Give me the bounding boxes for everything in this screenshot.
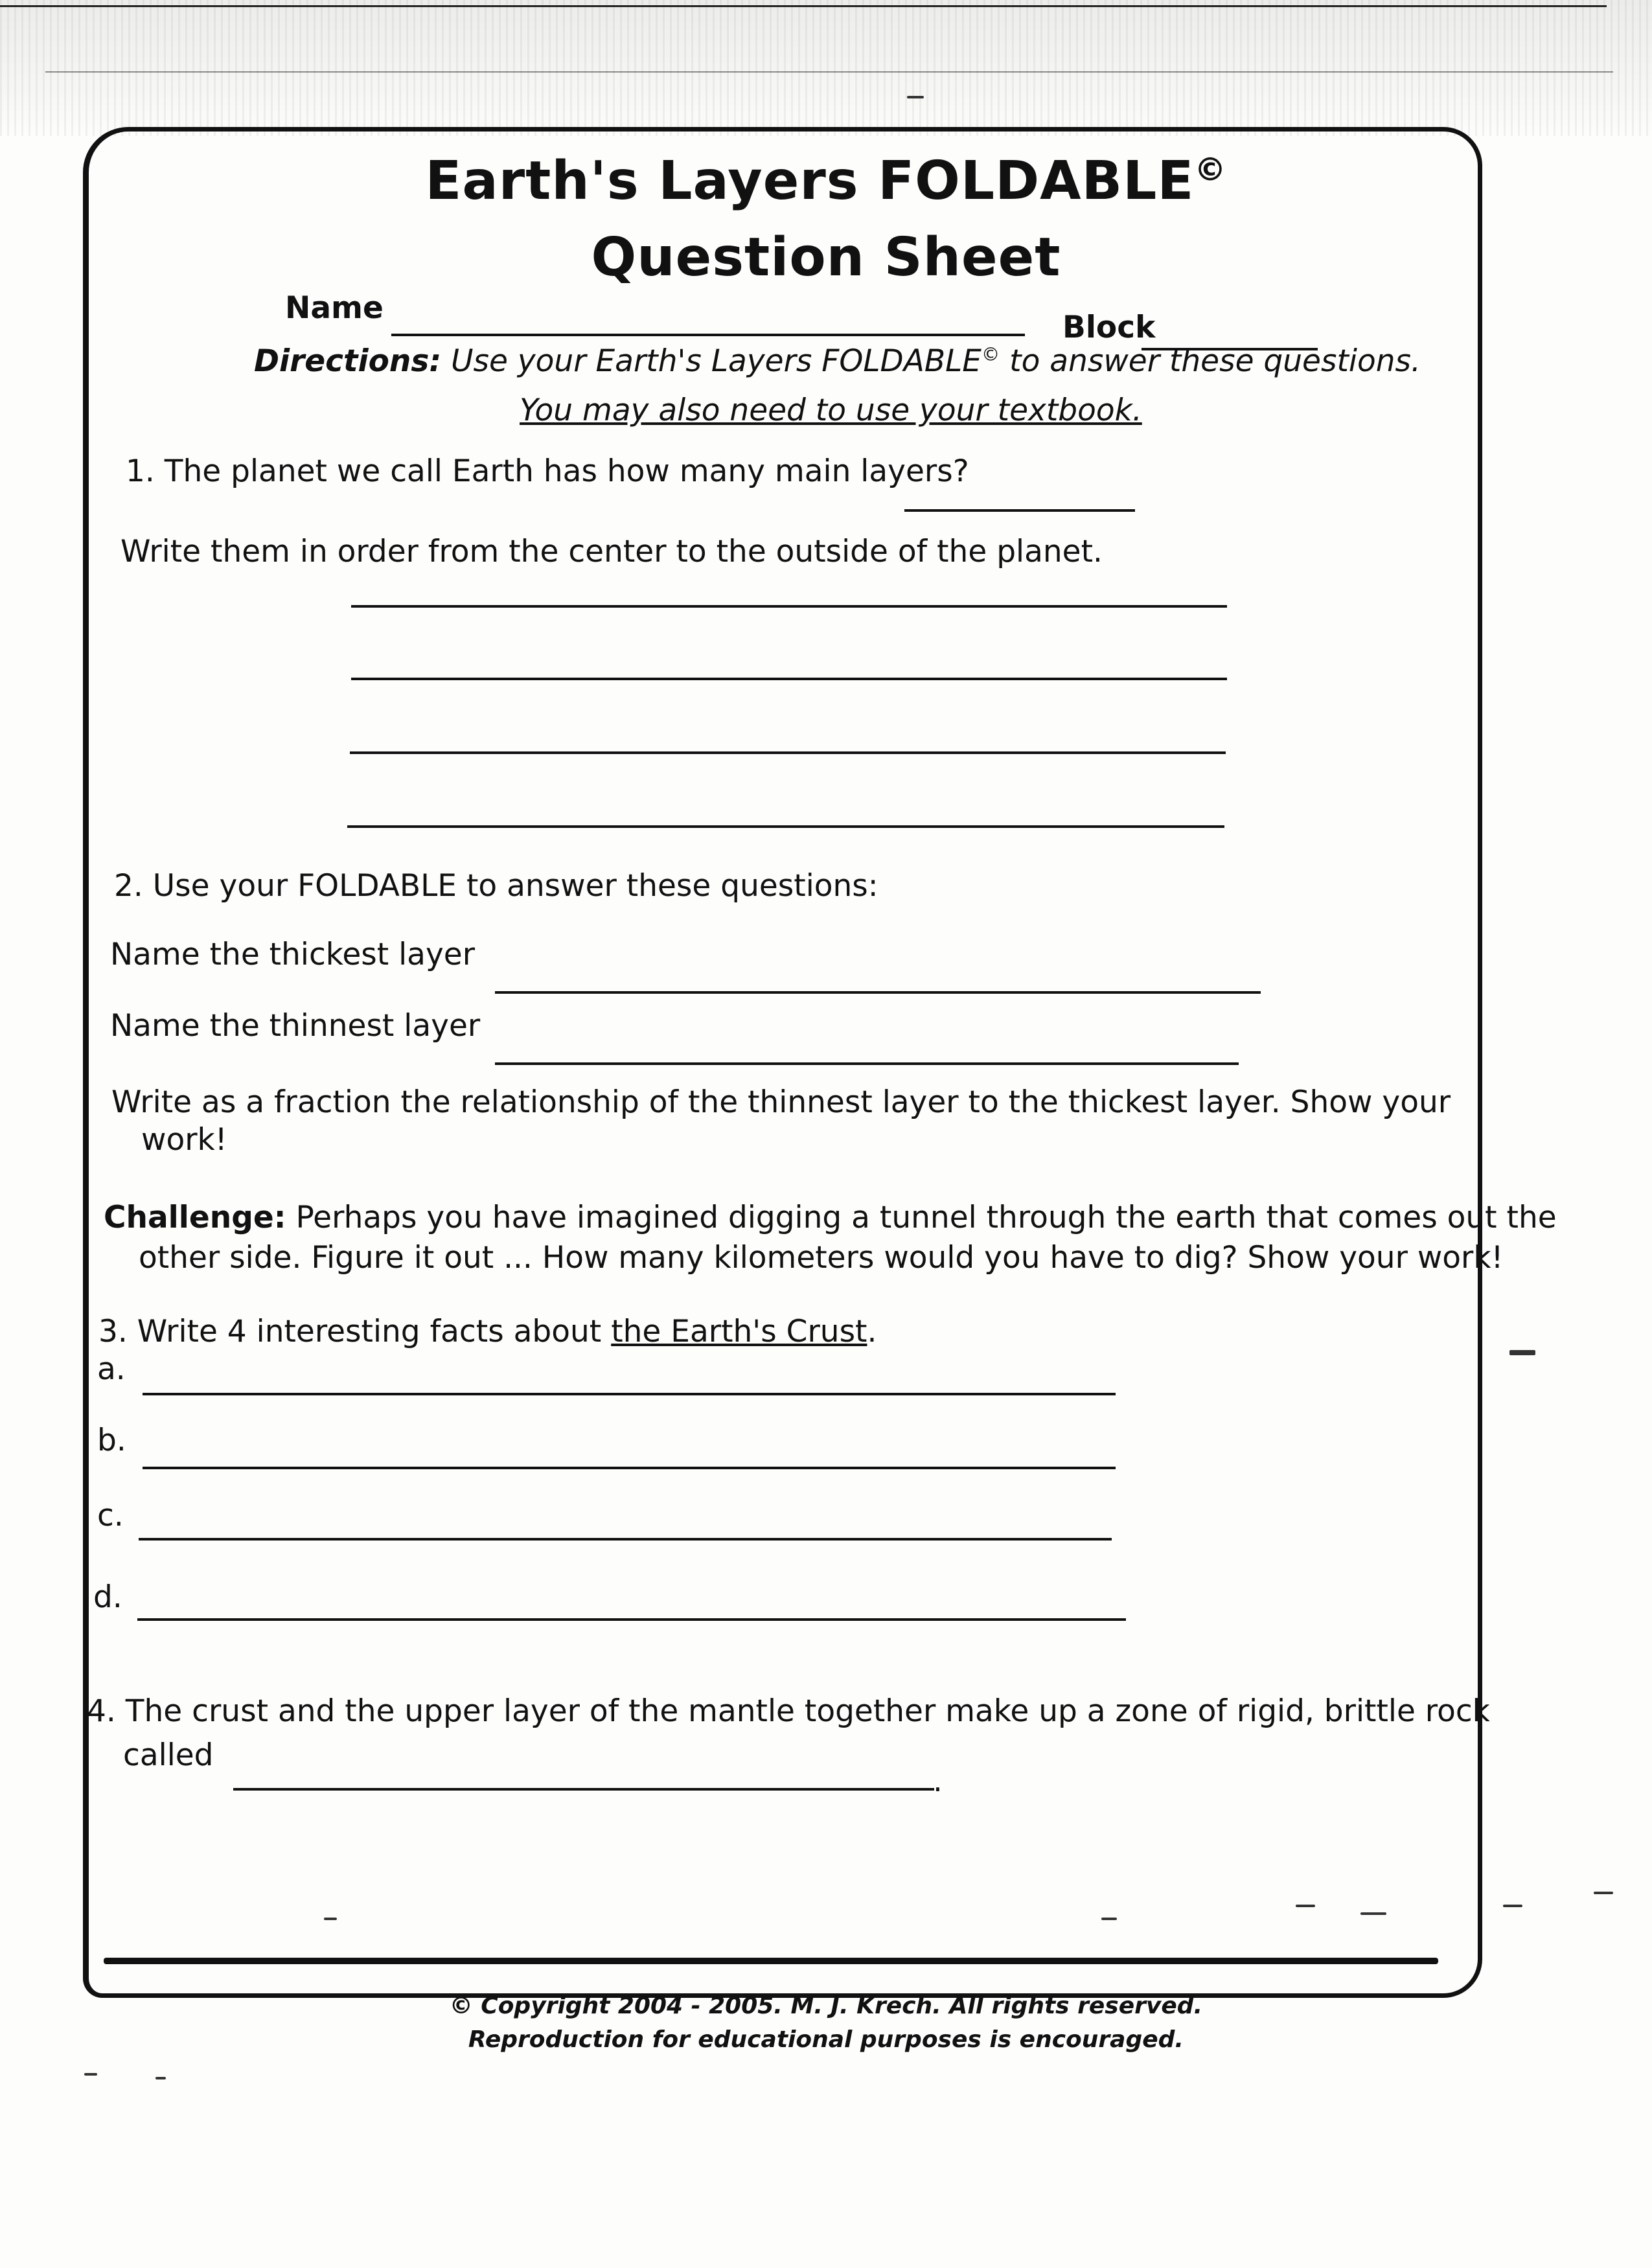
challenge-line-1: Challenge: Perhaps you have imagined digging a tunnel through the earth that comes out the bbox=[104, 1200, 1557, 1235]
q2-fraction-line-1: Write as a fraction the relationship of the thinnest layer to the thickest layer. Show your bbox=[111, 1084, 1451, 1120]
scan-edge-line bbox=[0, 5, 1607, 7]
scan-noise-band bbox=[0, 0, 1652, 136]
q2-thinnest-answer-line[interactable] bbox=[495, 1062, 1239, 1065]
q2-thinnest-label: Name the thinnest layer bbox=[110, 1008, 481, 1044]
scan-speck bbox=[1296, 1905, 1315, 1907]
question-1: 1. The planet we call Earth has how many main layers? bbox=[126, 453, 969, 489]
q2-thickest-answer-line[interactable] bbox=[495, 991, 1261, 994]
directions-textbook: You may also need to use your textbook. bbox=[520, 393, 1142, 428]
question-1-order: Write them in order from the center to the outside of the planet. bbox=[120, 534, 1103, 569]
scan-speck bbox=[907, 96, 924, 98]
scan-speck bbox=[155, 2077, 166, 2079]
scan-speck bbox=[84, 2073, 97, 2076]
scan-speck bbox=[1360, 1912, 1386, 1915]
q1-layer-line[interactable] bbox=[350, 751, 1226, 754]
q4-answer-line[interactable] bbox=[233, 1788, 934, 1791]
q3-label-d: d. bbox=[93, 1579, 122, 1615]
title-line-2: Question Sheet bbox=[591, 227, 1061, 288]
q3-label-b: b. bbox=[97, 1423, 126, 1458]
question-3: 3. Write 4 interesting facts about the Earth's Crust. bbox=[98, 1314, 877, 1349]
scan-speck bbox=[324, 1918, 337, 1920]
q3-fact-line-c[interactable] bbox=[139, 1538, 1112, 1541]
title-line-1: Earth's Layers FOLDABLE© bbox=[425, 150, 1227, 212]
challenge-line-2: other side. Figure it out ... How many kilometers would you have to dig? Show your work! bbox=[139, 1240, 1504, 1276]
scan-speck bbox=[1503, 1905, 1522, 1907]
q3-fact-line-b[interactable] bbox=[143, 1467, 1116, 1469]
name-label: Name bbox=[285, 290, 384, 326]
q1-answer-line[interactable] bbox=[904, 509, 1135, 512]
copyright-line-1: © Copyright 2004 - 2005. M. J. Krech. All rights reserved. bbox=[449, 1993, 1203, 2019]
q2-fraction-line-2: work! bbox=[141, 1122, 227, 1158]
question-4-line-2: called bbox=[123, 1737, 214, 1773]
block-label: Block bbox=[1062, 310, 1156, 345]
q1-layer-line[interactable] bbox=[351, 678, 1227, 680]
scan-speck bbox=[1101, 1918, 1117, 1920]
q1-layer-line[interactable] bbox=[347, 825, 1224, 828]
copyright-line-2: Reproduction for educational purposes is encouraged. bbox=[468, 2026, 1184, 2053]
question-2: 2. Use your FOLDABLE to answer these questions: bbox=[114, 868, 878, 904]
scan-speck bbox=[1594, 1892, 1613, 1894]
q3-fact-line-d[interactable] bbox=[137, 1618, 1126, 1621]
q2-thickest-label: Name the thickest layer bbox=[110, 937, 476, 972]
scan-speck bbox=[1509, 1350, 1535, 1355]
q4-period: . bbox=[933, 1763, 943, 1799]
question-4-line-1: 4. The crust and the upper layer of the mantle together make up a zone of rigid, brittle rock bbox=[87, 1693, 1490, 1729]
scan-edge-line bbox=[45, 71, 1613, 73]
q1-layer-line[interactable] bbox=[351, 605, 1227, 608]
page-border-bottom bbox=[104, 1958, 1438, 1964]
directions-text: Directions: Use your Earth's Layers FOLDABLE© to answer these questions. bbox=[254, 343, 1421, 379]
q3-label-c: c. bbox=[97, 1498, 124, 1533]
name-answer-line[interactable] bbox=[391, 334, 1025, 336]
q3-label-a: a. bbox=[97, 1351, 126, 1387]
q3-fact-line-a[interactable] bbox=[143, 1393, 1116, 1395]
